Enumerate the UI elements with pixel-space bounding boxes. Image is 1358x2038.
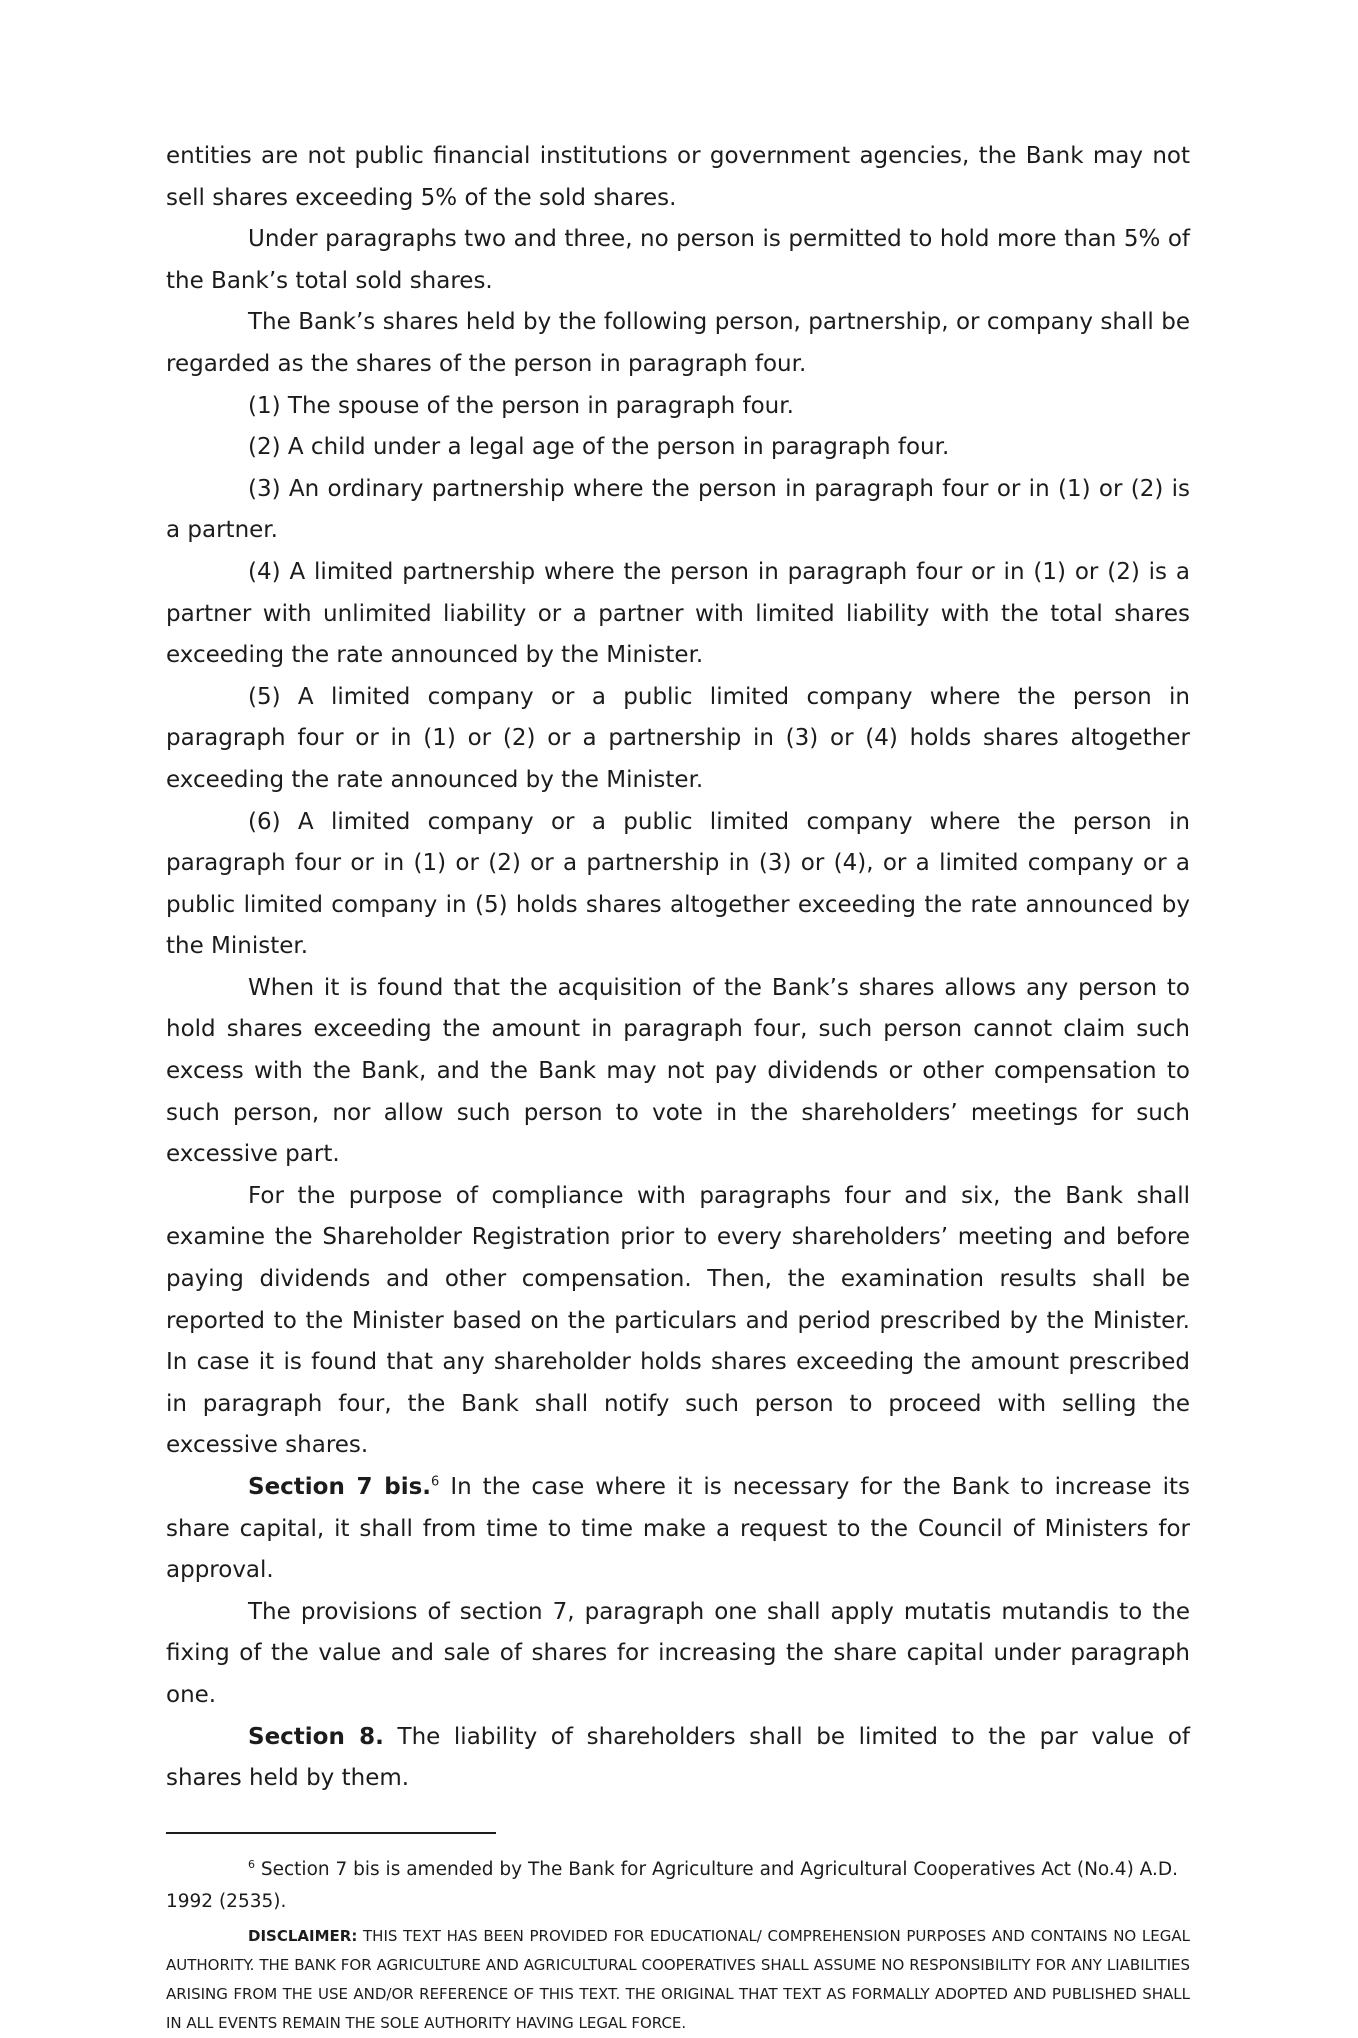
list-item-1: (1) The spouse of the person in paragraph four. (248, 392, 794, 419)
footnote-text: Section 7 bis is amended by The Bank for Agriculture and Agricultural Cooperatives Act (No.4) A.D. 1992 (2535). (166, 1858, 1179, 1912)
section-8 (166, 1717, 1190, 1800)
list-item-4: (4) A limited partnership where the person in paragraph four or in (1) or (2) is a partner with unlimited liability or a partner with limited liability with the total shares exceeding the rate announced by the Minister. (166, 558, 1190, 669)
document-page (166, 136, 1190, 2038)
section-heading: Section 7 bis. (248, 1474, 432, 1500)
section-heading: Section 8. (248, 1723, 384, 1750)
section-text: In the case where it is necessary for the Bank to increase its share capital, it shall from time to time make a request to the Council of Ministers for approval. (166, 1474, 1190, 1584)
footnote-number: 6 (248, 1857, 255, 1871)
footnote-divider (166, 1832, 496, 1834)
disclaimer-text: THIS TEXT HAS BEEN PROVIDED FOR EDUCATIONAL/ COMPREHENSION PURPOSES AND CONTAINS NO LEGAL AUTHORITY. THE BANK FOR AGRICULTURE AND AGRICULTURAL COOPERATIVES SHALL ASSUME NO RESPONSIBILITY FOR ANY LIABILITIES ARISING FROM THE USE AND/OR REFERENCE OF THIS TEXT. THE ORIGINAL THAT TEXT AS FORMALLY ADOPTED AND PUBLISHED SHALL IN ALL EVENTS REMAIN THE SOLE AUTHORITY HAVING LEGAL FORCE. (166, 1926, 1190, 2032)
footnote (166, 1854, 1190, 1918)
paragraph-continued: entities are not public financial institutions or government agencies, the Bank may not sell shares exceeding 5% of the sold shares. (166, 143, 1190, 211)
paragraph: Under paragraphs two and three, no person is permitted to hold more than 5% of the Bank’s total sold shares. (166, 226, 1190, 294)
list-item-5: (5) A limited company or a public limited company where the person in paragraph four or in (1) or (2) or a partnership in (3) or (4) holds shares altogether exceeding the rate announced by the Minister. (166, 683, 1190, 793)
paragraph: When it is found that the acquisition of the Bank’s shares allows any person to hold shares exceeding the amount in paragraph four, such person cannot claim such excess with the Bank, and the Bank may not pay dividends or other compensation to such person, nor allow such person to vote in the shareholders’ meetings for such excessive part. (166, 974, 1190, 1168)
section-text: The liability of shareholders shall be limited to the par value of shares held by them. (166, 1723, 1190, 1792)
list-item-3: (3) An ordinary partnership where the person in paragraph four or in (1) or (2) is a partner. (166, 475, 1190, 544)
list-item-2: (2) A child under a legal age of the person in paragraph four. (248, 434, 950, 461)
document-body (166, 136, 1190, 1800)
list-item-6: (6) A limited company or a public limited company where the person in paragraph four or in (1) or (2) or a partnership in (3) or (4), or a limited company or a public limited company in (5) holds shares altogether exceeding the rate announced by the Minister. (166, 808, 1190, 960)
footnote-reference[interactable]: 6 (431, 1474, 440, 1490)
paragraph: The Bank’s shares held by the following person, partnership, or company shall be regarded as the shares of the person in paragraph four. (166, 309, 1190, 377)
disclaimer (166, 1922, 1190, 2038)
disclaimer-label: DISCLAIMER: (248, 1926, 358, 1945)
paragraph: For the purpose of compliance with paragraphs four and six, the Bank shall examine the Shareholder Registration prior to every shareholders’ meeting and before paying dividends and other compensation. Then, the examination results shall be reported to the Minister based on the particulars and period prescribed by the Minister. In case it is found that any shareholder holds shares exceeding the amount prescribed in paragraph four, the Bank shall notify such person to proceed with selling the excessive shares. (166, 1182, 1190, 1459)
paragraph: The provisions of section 7, paragraph one shall apply mutatis mutandis to the fixing of the value and sale of shares for increasing the share capital under paragraph one. (166, 1598, 1190, 1708)
section-7-bis (166, 1467, 1190, 1592)
